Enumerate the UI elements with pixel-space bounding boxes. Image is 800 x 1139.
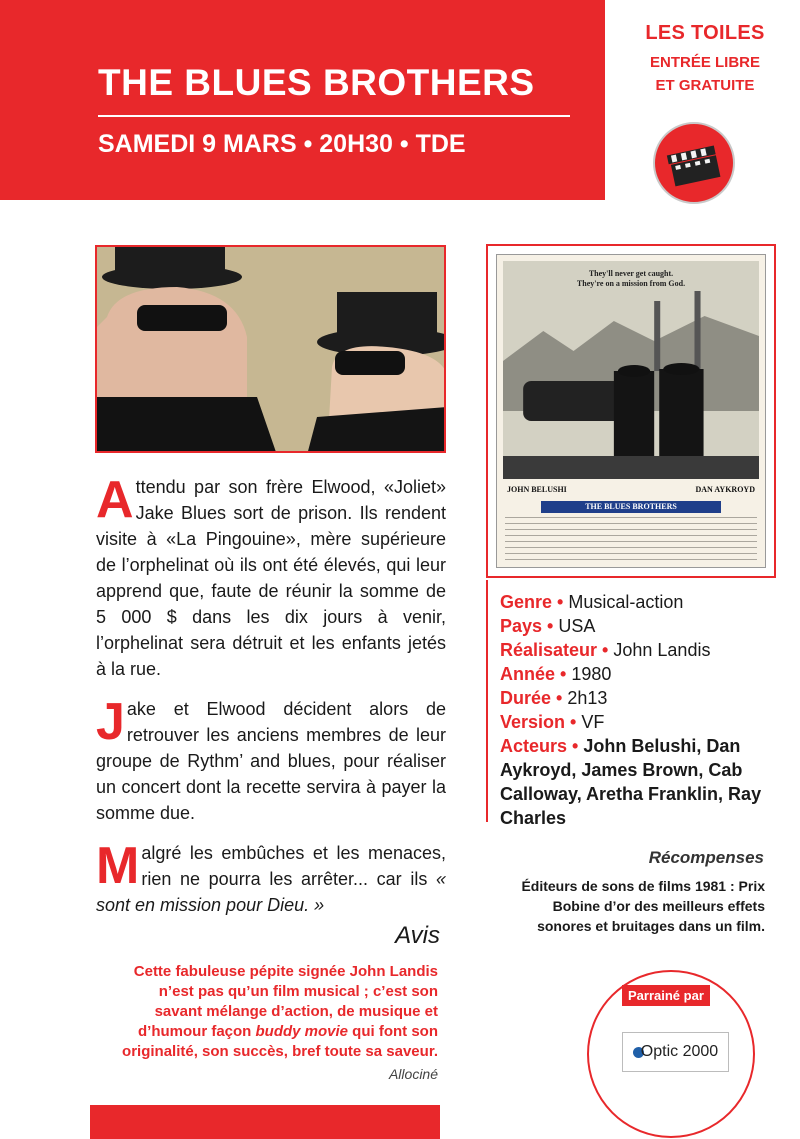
poster-tagline-1: They'll never get caught. bbox=[588, 269, 674, 278]
synopsis-text: ttendu par son frère Elwood, «Joliet» Jake Blues sort de prison. Ils rendent visite à «La Pingouine», mère supérieure de l’orphelinat où ils ont été élevés, qui leur apprend que, faute de réunir la somme de 5 000 $ dans les dix jours à venir, l’orphelinat sera détruit et les enfants jetés à la rue. bbox=[96, 477, 446, 679]
title-rule bbox=[98, 115, 570, 117]
poster-tagline bbox=[497, 269, 765, 289]
recompenses-text: Éditeurs de sons de films 1981 : Prix Bobine d’or des meilleurs effets sonores et bruitages dans un film. bbox=[521, 878, 765, 934]
info-value: Musical-action bbox=[568, 592, 684, 612]
info-value: John Belushi, Dan Aykroyd, James Brown, Cab Calloway, Aretha Franklin, Ray Charles bbox=[500, 736, 762, 828]
poster-artwork bbox=[503, 261, 759, 479]
info-value: 1980 bbox=[571, 664, 612, 684]
synopsis-paragraph bbox=[96, 693, 446, 826]
header-banner bbox=[0, 0, 605, 200]
poster-credits bbox=[505, 517, 757, 563]
synopsis-quote: « sont en mission pour Dieu. » bbox=[96, 869, 446, 915]
info-label: Année • bbox=[500, 664, 567, 684]
info-value: John Landis bbox=[613, 640, 711, 660]
avis-text bbox=[108, 962, 438, 1062]
info-acteurs bbox=[500, 734, 790, 830]
film-title: THE BLUES BROTHERS bbox=[98, 62, 535, 103]
info-label: Acteurs • bbox=[500, 736, 579, 756]
les-toiles-block bbox=[620, 22, 790, 97]
avis-source: Allociné bbox=[388, 1066, 438, 1082]
avis-text-a: Cette fabuleuse pépite signée John Landis n’est pas qu’un film musical ; c’est son savant mélange d’action, de musique et d’humour façon bbox=[133, 963, 438, 1040]
sponsor-label: Parrainé par bbox=[622, 985, 710, 1006]
poster-actor-left: JOHN BELUSHI bbox=[507, 485, 567, 494]
entry-info bbox=[620, 51, 790, 97]
film-poster bbox=[486, 244, 776, 578]
film-still-image bbox=[95, 245, 446, 453]
info-annee bbox=[500, 662, 790, 686]
info-divider bbox=[486, 580, 488, 822]
screening-date: SAMEDI 9 MARS • 20H30 • TDE bbox=[98, 130, 466, 158]
avis-text-b: qui font son originalité, son succès, bref toute sa saveur. bbox=[122, 1023, 438, 1060]
info-label: Durée • bbox=[500, 688, 563, 708]
synopsis-text: algré les embûches et les menaces, rien ne pourra les arrêter... car ils bbox=[141, 843, 446, 889]
info-label: Pays • bbox=[500, 616, 554, 636]
info-label: Genre • bbox=[500, 592, 564, 612]
film-info bbox=[500, 590, 790, 830]
info-label: Réalisateur • bbox=[500, 640, 609, 660]
synopsis-paragraph bbox=[96, 837, 446, 918]
poster-illustration bbox=[503, 261, 759, 479]
film-clapperboard-icon bbox=[653, 122, 735, 204]
poster-logo: THE BLUES BROTHERS bbox=[541, 501, 721, 513]
info-realisateur bbox=[500, 638, 790, 662]
drop-cap: M bbox=[96, 837, 140, 895]
sponsor-brand: Optic 2000 bbox=[640, 1043, 719, 1060]
footer-bar bbox=[90, 1105, 440, 1139]
entry-free: ENTRÉE LIBRE bbox=[649, 54, 760, 71]
clapperboard-svg bbox=[655, 124, 733, 202]
poster-actor-right: DAN AYKROYD bbox=[695, 485, 755, 494]
drop-cap: J bbox=[96, 693, 125, 751]
info-value: VF bbox=[581, 712, 605, 732]
poster-tagline-2: They're on a mission from God. bbox=[576, 279, 686, 288]
les-toiles-name: LES TOILES bbox=[645, 22, 765, 44]
info-version bbox=[500, 710, 790, 734]
info-genre bbox=[500, 590, 790, 614]
sponsor-logo bbox=[622, 1032, 729, 1072]
info-value: 2h13 bbox=[567, 688, 608, 708]
avis-text-em: buddy movie bbox=[255, 1023, 349, 1040]
poster-actors bbox=[507, 485, 755, 494]
info-value: USA bbox=[558, 616, 596, 636]
drop-cap: A bbox=[96, 471, 134, 529]
info-pays bbox=[500, 614, 790, 638]
poster-inner bbox=[496, 254, 766, 568]
info-duree bbox=[500, 686, 790, 710]
avis-title: Avis bbox=[395, 922, 440, 949]
recompenses-title: Récompenses bbox=[648, 848, 764, 867]
synopsis-paragraph bbox=[96, 471, 446, 682]
synopsis-text: ake et Elwood décident alors de retrouver les anciens membres de leur groupe de Rythm’ and blues, pour réaliser un concert dont la recette servira à payer la somme due. bbox=[96, 699, 446, 823]
entry-gratis: ET GRATUITE bbox=[655, 77, 755, 94]
synopsis bbox=[96, 471, 446, 932]
still-illustration bbox=[97, 247, 446, 453]
info-label: Version • bbox=[500, 712, 577, 732]
